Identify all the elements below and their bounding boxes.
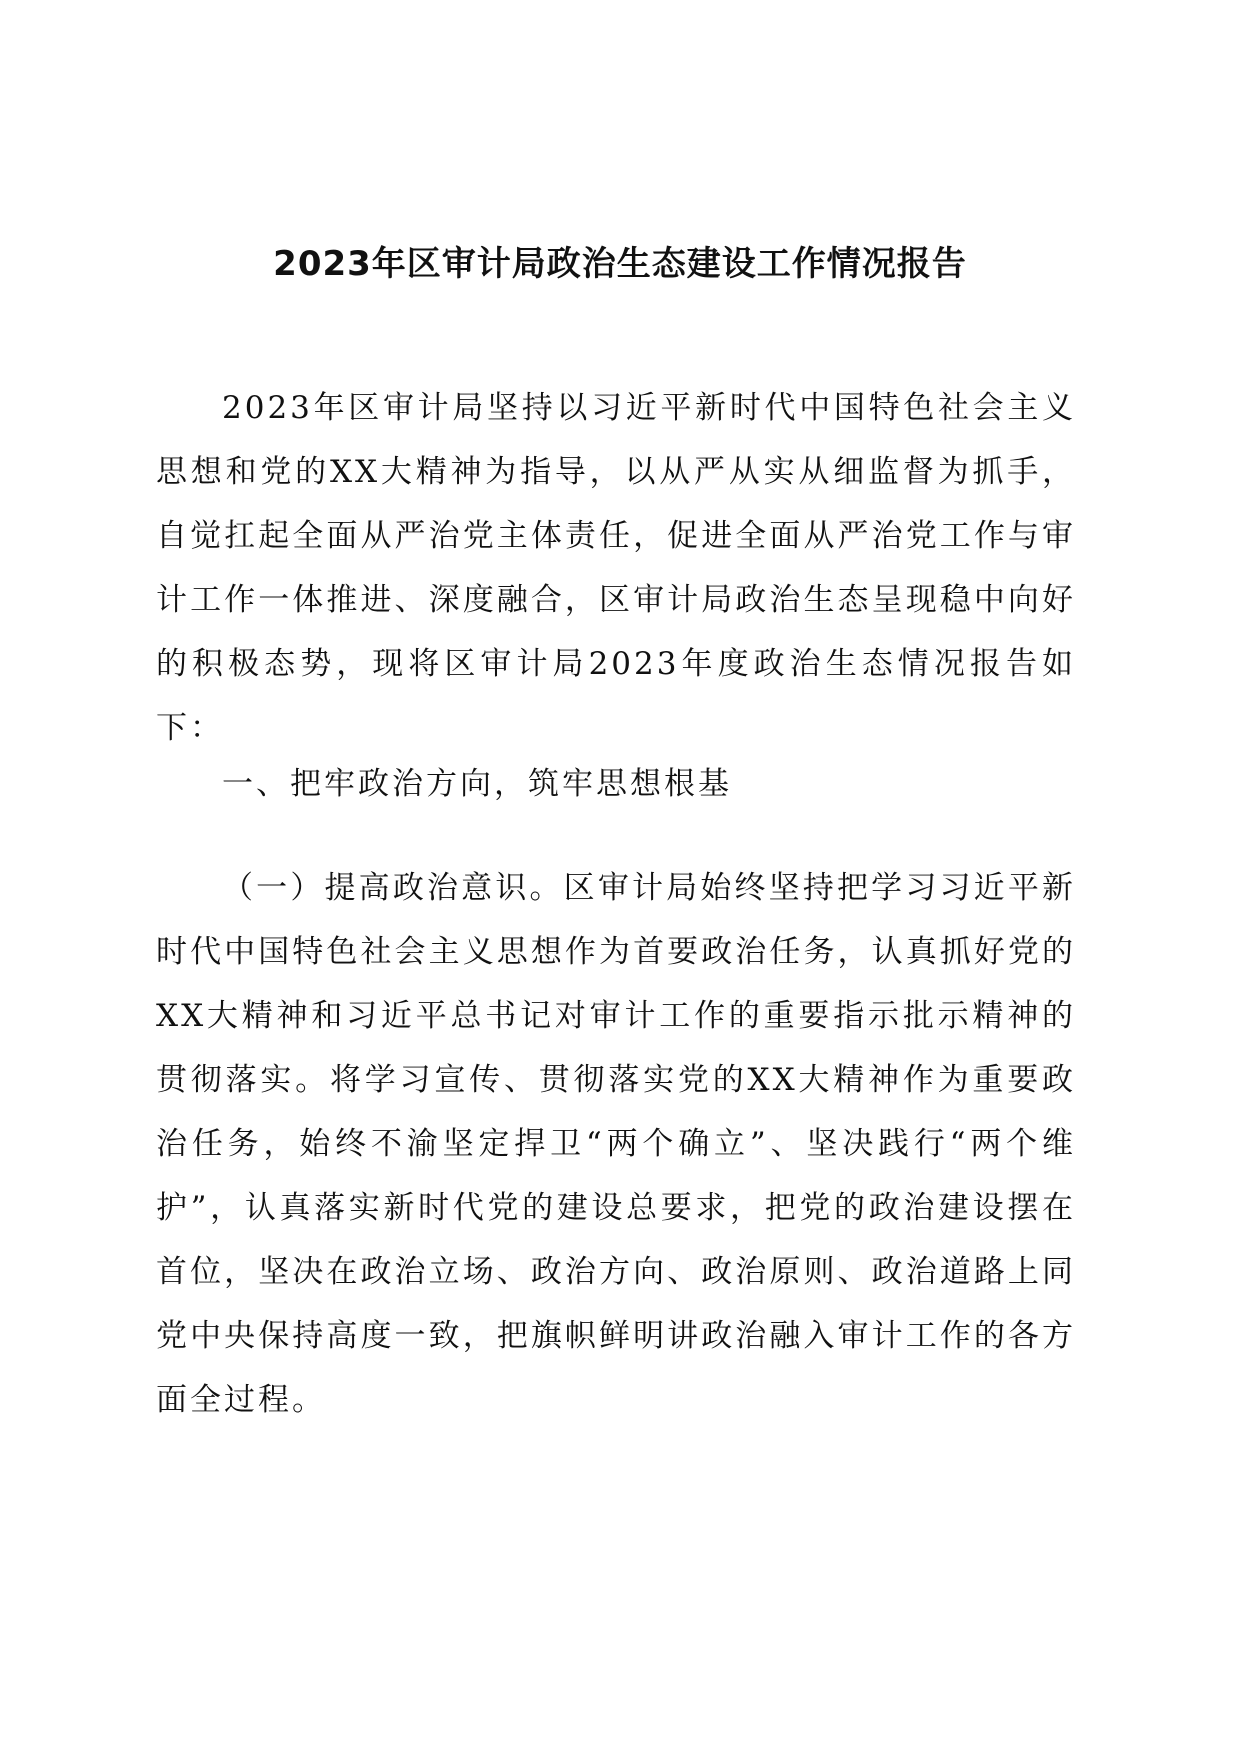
section-heading-1: 一、把牢政治方向，筑牢思想根基: [222, 766, 732, 802]
intro-paragraph: 2023年区审计局坚持以习近平新时代中国特色社会主义思想和党的XX大精神为指导，以从严从实从细监督为抓手，自觉扛起全面从严治党主体责任，促进全面从严治党工作与审计工作一体推进、深度融合，区审计局政治生态呈现稳中向好的积极态势，现将区审计局2023年度政治生态情况报告如下：: [156, 390, 1076, 746]
document-title: 2023年区审计局政治生态建设工作情况报告: [273, 244, 967, 284]
section-1-paragraph-1: （一）提高政治意识。区审计局始终坚持把学习习近平新时代中国特色社会主义思想作为首要政治任务，认真抓好党的XX大精神和习近平总书记对审计工作的重要指示批示精神的贯彻落实。将学习宣传、贯彻落实党的XX大精神作为重要政治任务，始终不渝坚定捍卫“两个确立”、坚决践行“两个维护”，认真落实新时代党的建设总要求，把党的政治建设摆在首位，坚决在政治立场、政治方向、政治原则、政治道路上同党中央保持高度一致，把旗帜鲜明讲政治融入审计工作的各方面全过程。: [156, 870, 1076, 1418]
